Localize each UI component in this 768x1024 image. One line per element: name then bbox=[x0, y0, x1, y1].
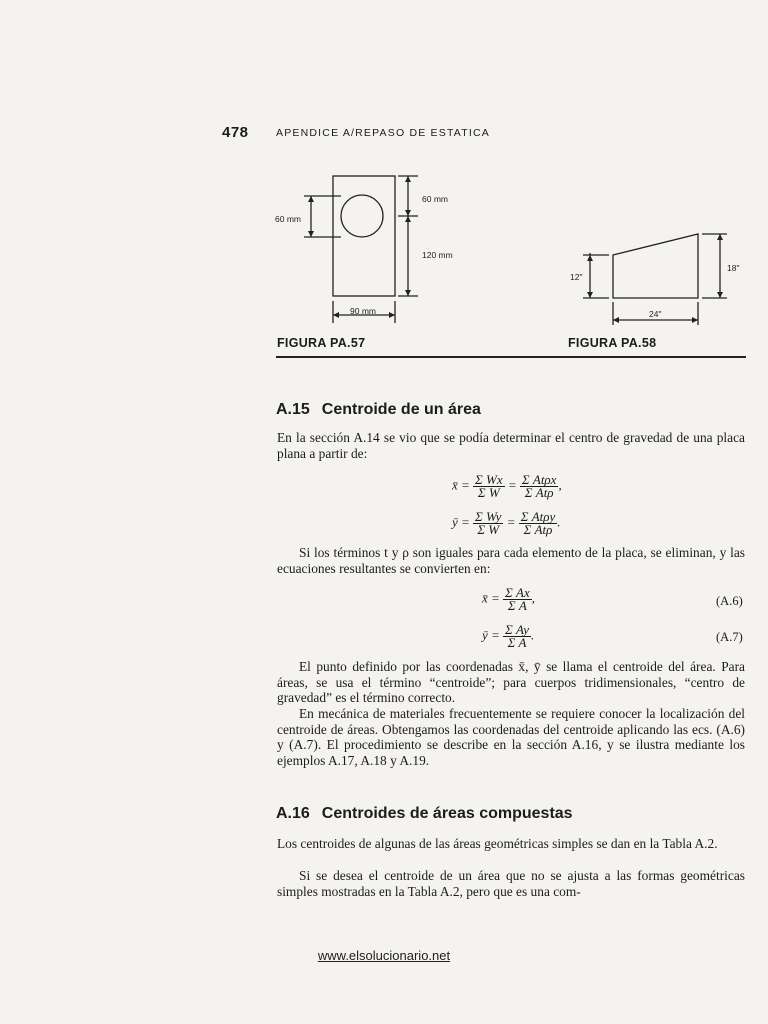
section-a15-heading bbox=[276, 401, 481, 419]
section-a15-paragraph-4: En mecánica de materiales frecuentemente se requiere conocer la localización del centroide de áreas. Obtengamos las coordenadas del centroide aplicando las ecs. (A.6) y (A.7). El procedimiento se describe en la sección A.16, y se ilustra mediante los ejemplos A.17, A.18 y A.19. bbox=[277, 706, 745, 769]
section-a16-heading bbox=[276, 805, 573, 823]
equation-a7: ȳ = $\frac{\text{Σ Ay}}{\text{Σ A}}$ . bbox=[482, 622, 535, 650]
section-a16-paragraph-1: Los centroides de algunas de las áreas geométricas simples se dan en la Tabla A.2. bbox=[277, 836, 718, 851]
figure-pa57-diagram bbox=[270, 168, 453, 328]
footer-url[interactable]: www.elsolucionario.net bbox=[317, 948, 451, 963]
section-a15-number: A.15 bbox=[276, 401, 310, 418]
section-a15-title: Centroide de un área bbox=[321, 401, 481, 418]
section-a16-paragraph-2: Si se desea el centroide de un área que no se ajusta a las formas geométricas simples mostradas en la Tabla A.2, pero que es una com- bbox=[277, 868, 745, 899]
equation-y-bar-weight: ȳ = $\frac{\text{Σ Wy}}{\text{Σ W}}$ = $\frac{\text{Σ Atρy}}{\text{Σ Atρ}}$ . bbox=[452, 509, 561, 537]
figure-pa58-diagram bbox=[565, 225, 750, 330]
dim-label-12in: 12" bbox=[570, 272, 583, 282]
equation-a7-tag: (A.7) bbox=[716, 630, 743, 644]
horizontal-rule bbox=[276, 356, 746, 358]
figure-pa57-label: FIGURA PA.57 bbox=[277, 336, 366, 350]
plate-rectangle bbox=[333, 176, 395, 296]
running-title: APENDICE A/REPASO DE ESTATICA bbox=[276, 127, 490, 139]
dim-label-24in: 24" bbox=[649, 309, 662, 319]
section-a15-paragraph-1: En la sección A.14 se vio que se podía determinar el centro de gravedad de una placa plana a partir de: bbox=[277, 430, 745, 461]
section-a16-title: Centroides de áreas compuestas bbox=[321, 805, 573, 822]
dim-label-120mm: 120 mm bbox=[422, 250, 453, 260]
dim-label-60mm-left: 60 mm bbox=[275, 214, 301, 224]
equation-a6-tag: (A.6) bbox=[716, 594, 743, 608]
equation-x-bar-weight: x̄ = $\frac{\text{Σ Wx}}{\text{Σ W}}$ = $\frac{\text{Σ Atρx}}{\text{Σ Atρ}}$ , bbox=[452, 472, 562, 500]
dim-label-60mm-top: 60 mm bbox=[422, 194, 448, 204]
dim-label-18in: 18" bbox=[727, 263, 740, 273]
page-number: 478 bbox=[222, 124, 249, 141]
trapezoid-plate bbox=[613, 234, 698, 298]
circular-hole bbox=[341, 195, 383, 237]
equation-a6: x̄ = $\frac{\text{Σ Ax}}{\text{Σ A}}$ , bbox=[482, 585, 535, 613]
section-a16-number: A.16 bbox=[276, 805, 310, 822]
section-a15-paragraph-2: Si los términos t y ρ son iguales para cada elemento de la placa, se eliminan, y las ecuaciones resultantes se convierten en: bbox=[277, 545, 745, 576]
figure-pa58-label: FIGURA PA.58 bbox=[568, 336, 657, 350]
dim-label-90mm: 90 mm bbox=[350, 306, 376, 316]
section-a15-paragraph-3: El punto definido por las coordenadas x̄, ȳ se llama el centroide del área. Para áreas, se usa el término “centroide”; para cuerpos tridimensionales, “centro de gravedad” es el término correcto. bbox=[277, 659, 745, 706]
